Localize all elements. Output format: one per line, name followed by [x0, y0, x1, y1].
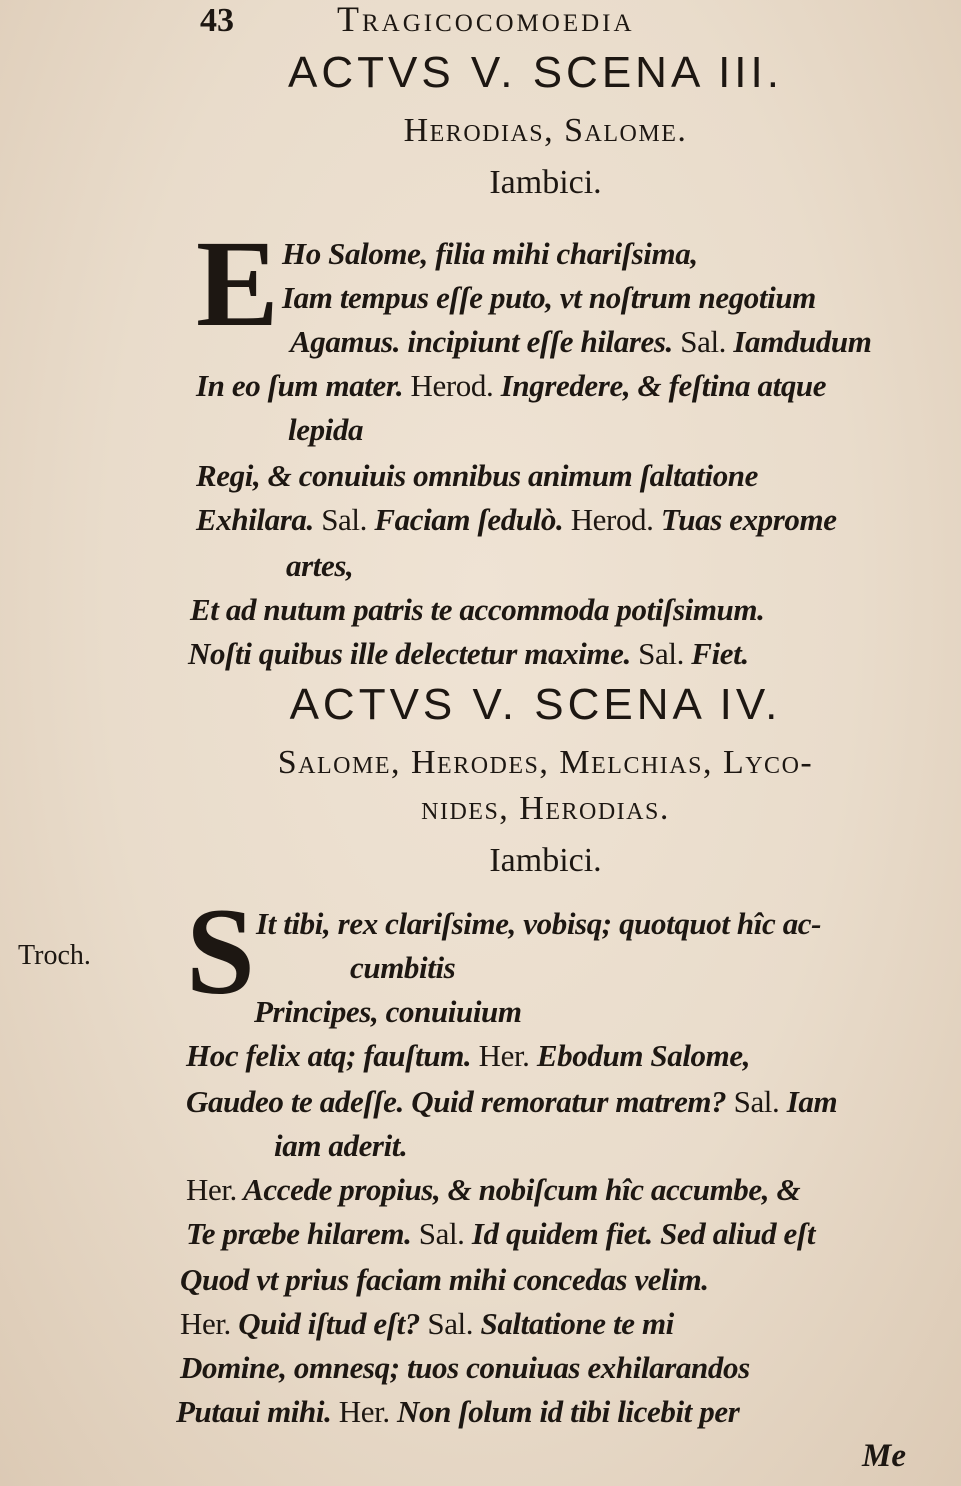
speaker-label: Sal.	[418, 1216, 465, 1251]
scene-3-verse-line	[196, 458, 758, 494]
scene-3-verse-line	[286, 548, 353, 584]
verse-text: artes,	[286, 548, 354, 583]
verse-text: Te præbe hilarem.	[186, 1216, 419, 1251]
page-number: 43	[200, 2, 234, 39]
verse-text: Saltatione te mi	[473, 1306, 674, 1341]
scene-3-verse-line	[290, 324, 871, 360]
scene-4-persons-line-2: nides, Herodias.	[421, 790, 670, 827]
verse-text: Faciam ſedulò.	[366, 502, 571, 537]
speaker-label: Her.	[186, 1172, 237, 1207]
verse-text: Iam	[779, 1084, 838, 1119]
scene-4-verse-line	[274, 1128, 407, 1164]
speaker-label: Sal.	[680, 324, 727, 359]
scene-4-verse-line	[350, 950, 455, 986]
scene-4-verse-line	[180, 1350, 750, 1386]
verse-text: Principes, conuiuium	[254, 994, 522, 1029]
verse-text: lepida	[288, 412, 364, 447]
scene-3-verse-line	[282, 280, 816, 316]
scene-4-verse-line	[180, 1306, 674, 1342]
speaker-label: Her.	[338, 1394, 390, 1429]
scene-4-meter: Iambici.	[489, 842, 602, 879]
speaker-label: Her.	[180, 1306, 231, 1341]
verse-text: Ingredere, & feſtina atque	[493, 368, 827, 403]
verse-text: Ho Salome, filia mihi chariſsima,	[282, 236, 698, 271]
verse-text: Gaudeo te adeſſe. Quid remoratur matrem?	[186, 1084, 734, 1119]
verse-text: Et ad nutum patris te accommoda potiſsimum.	[190, 592, 765, 627]
scene-4-verse-line	[180, 1262, 709, 1298]
speaker-label: Herod.	[570, 502, 654, 537]
scene-4-verse-line	[186, 1038, 750, 1074]
scene-3-heading: ACTVS V. SCENA III.	[288, 48, 783, 97]
scene-4-verse-line	[186, 1172, 800, 1208]
verse-text: Quod vt prius faciam mihi concedas velim.	[180, 1262, 709, 1297]
verse-text: Quid iſtud eſt?	[230, 1306, 428, 1341]
scene-3-verse-line	[188, 636, 749, 672]
speaker-label: Her.	[478, 1038, 530, 1073]
verse-text: Ebodum Salome,	[529, 1038, 751, 1073]
margin-note: Troch.	[18, 940, 91, 971]
scene-4-verse-line	[176, 1394, 739, 1430]
verse-text: Agamus. incipiunt eſſe hilares.	[290, 324, 681, 359]
speaker-label: Sal.	[638, 636, 684, 671]
verse-text: Hoc felix atq; fauſtum.	[186, 1038, 479, 1073]
scene-3-verse-line	[196, 368, 826, 404]
scene-4-verse-line	[186, 1084, 837, 1120]
scene-3-verse-line	[282, 236, 698, 272]
running-title: Tragicocomoedia	[337, 0, 635, 39]
verse-text: iam aderit.	[274, 1128, 408, 1163]
scene-4-verse-line	[186, 1216, 815, 1252]
speaker-label: Herod.	[410, 368, 494, 403]
scene-3-verse-line	[196, 502, 837, 538]
speaker-label: Sal.	[321, 502, 367, 537]
verse-text: Exhilara.	[196, 502, 322, 537]
verse-text: cumbitis	[350, 950, 456, 985]
catchword: Me	[862, 1438, 906, 1474]
verse-text: Domine, omnesq; tuos conuiuas exhilarandos	[180, 1350, 750, 1385]
scene-3-verse-line	[288, 412, 363, 448]
speaker-label: Sal.	[733, 1084, 780, 1119]
drop-cap-e: E	[196, 215, 279, 352]
verse-text: Iam tempus eſſe puto, vt noſtrum negotium	[282, 280, 816, 315]
verse-text: Noſti quibus ille delectetur maxime.	[188, 636, 639, 671]
drop-cap-s: S	[186, 883, 255, 1020]
verse-text: Regi, & conuiuis omnibus animum ſaltatione	[196, 458, 758, 493]
verse-text: Fiet.	[683, 636, 749, 671]
scene-3-verse-line	[190, 592, 764, 628]
scene-4-verse-line	[256, 906, 821, 942]
scene-4-persons-line-1: Salome, Herodes, Melchias, Lyco-	[277, 744, 814, 781]
scene-3-meter: Iambici.	[489, 164, 602, 201]
verse-text: Putaui mihi.	[176, 1394, 339, 1429]
verse-text: Id quidem fiet. Sed aliud eſt	[464, 1216, 816, 1251]
scene-3-persons: Herodias, Salome.	[403, 112, 688, 149]
verse-text: It tibi, rex clariſsime, vobisq; quotquot hîc ac-	[256, 906, 822, 941]
verse-text: Accede propius, & nobiſcum hîc accumbe, &	[236, 1172, 801, 1207]
scene-4-heading: ACTVS V. SCENA IV.	[289, 680, 782, 729]
verse-text: Iamdudum	[726, 324, 872, 359]
scene-4-verse-line	[254, 994, 522, 1030]
speaker-label: Sal.	[427, 1306, 474, 1341]
verse-text: Non ſolum id tibi licebit per	[389, 1394, 740, 1429]
verse-text: Tuas exprome	[653, 502, 837, 537]
verse-text: In eo ſum mater.	[196, 368, 411, 403]
